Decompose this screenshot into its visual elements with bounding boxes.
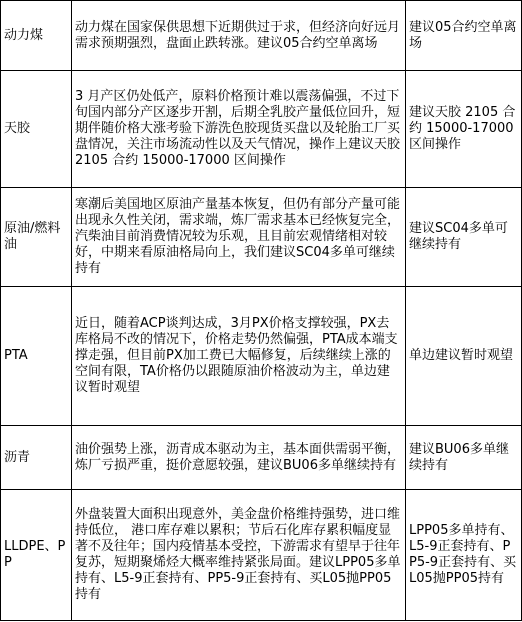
table-row xyxy=(1,1,522,71)
market-analysis: 油价强势上涨，沥青成本驱动为主，基本面供需弱平衡，炼厂亏损严重，挺价意愿较强，建议BU06多单继续持有 xyxy=(72,426,406,490)
market-analysis: 近日，随着ACP谈判达成，3月PX价格支撑较强，PX去库格局不改的情况下，价格走势仍然偏强，PTA成本端支撑走强，但目前PX加工费已大幅修复，后续继续上涨的空间有限，TA价格仍以跟随原油价格波动为主，单边建议暂时观望 xyxy=(72,287,406,426)
trading-advice: 建议05合约空单离场 xyxy=(406,1,522,71)
table-row xyxy=(1,287,522,426)
commodity-name: PTA xyxy=(1,287,72,426)
commodity-name: 沥青 xyxy=(1,426,72,490)
trading-advice: 建议BU06多单继续持有 xyxy=(406,426,522,490)
trading-advice: 单边建议暂时观望 xyxy=(406,287,522,426)
table-row xyxy=(1,490,522,621)
commodity-name: 原油/燃料油 xyxy=(1,188,72,287)
market-analysis: 外盘装置大面积出现意外，美金盘价格维持强势，进口维持低位， 港口库存难以累积；节后石化库存累积幅度显著不及往年；国内疫情基本受控，下游需求有望早于往年复苏，短期聚烯烃大概率维持紧张局面。建议LPP05多单持有、L5-9正套持有、PP5-9正套持有、买L05抛PP05持有 xyxy=(72,490,406,621)
commodity-name: LLDPE、PP xyxy=(1,490,72,621)
market-analysis: 3 月产区仍处低产，原料价格预计难以震荡偏强，不过下旬国内部分产区逐步开割，后期全乳胶产量低位回升，短期伴随价格大涨考验下游洗色胶现货买盘以及轮胎工厂买盘情况，关注市场流动性以及天气情况，操作上建议天胶 2105 合约 15000-17000 区间操作 xyxy=(72,71,406,188)
market-analysis: 寒潮后美国地区原油产量基本恢复，但仍有部分产量可能出现永久性关闭，需求端，炼厂需求基本已经恢复完全，汽柴油目前消费情况较为乐观，且目前宏观情绪相对较好，中期来看原油格局向上，我们建议SC04多单可继续持有 xyxy=(72,188,406,287)
trading-advice: LPP05多单持有、L5-9正套持有、PP5-9正套持有、买L05抛PP05持有 xyxy=(406,490,522,621)
commodity-name: 动力煤 xyxy=(1,1,72,71)
commodity-name: 天胶 xyxy=(1,71,72,188)
trading-advice: 建议天胶 2105 合约 15000-17000 区间操作 xyxy=(406,71,522,188)
table-row xyxy=(1,426,522,490)
market-analysis: 动力煤在国家保供思想下近期供过于求，但经济向好远月需求预期强烈，盘面止跌转涨。建议05合约空单离场 xyxy=(72,1,406,71)
trading-advice: 建议SC04多单可继续持有 xyxy=(406,188,522,287)
table-row xyxy=(1,188,522,287)
table-row xyxy=(1,71,522,188)
